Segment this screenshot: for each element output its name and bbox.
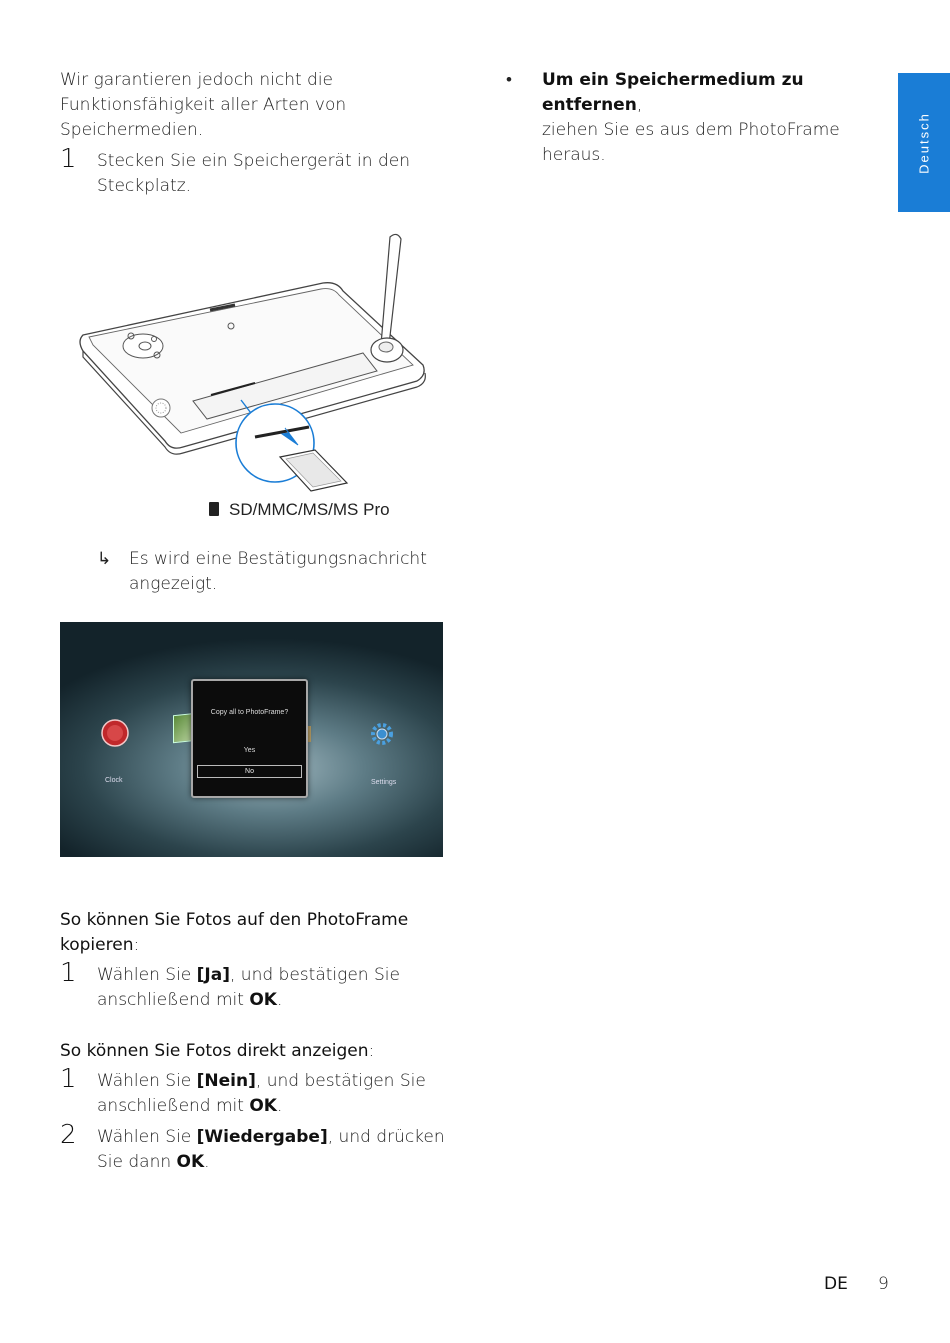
step-number: 1	[60, 144, 77, 174]
step-text-part: Wählen Sie	[97, 1071, 197, 1091]
option-ja: [Ja]	[196, 965, 230, 985]
step-number: 1	[60, 958, 77, 988]
yes-option[interactable]: Yes	[243, 747, 256, 754]
step-text-part: Wählen Sie	[97, 1127, 197, 1147]
step-text-part: Sie dann	[97, 1152, 177, 1172]
result-text	[129, 547, 427, 597]
step-text-part: .	[204, 1152, 210, 1172]
option-nein: [Nein]	[196, 1071, 256, 1091]
result-arrow: ↳	[97, 549, 112, 569]
step-text	[97, 1125, 445, 1175]
step-text-part: Wählen Sie	[97, 965, 197, 985]
heading-line: So können Sie Fotos direkt anzeigen	[60, 1041, 369, 1061]
step-number: 2	[60, 1120, 77, 1150]
remove-media-line: heraus.	[542, 145, 606, 165]
intro-line: Speichermedien.	[60, 120, 204, 140]
step-line: Stecken Sie ein Speichergerät in den	[97, 151, 410, 171]
photoframe-insert-illustration	[75, 225, 435, 495]
bullet: •	[506, 70, 512, 90]
result-line: angezeigt.	[129, 574, 218, 594]
remove-media-line: ziehen Sie es aus dem PhotoFrame	[542, 120, 840, 140]
copy-heading	[60, 908, 408, 958]
heading-line: So können Sie Fotos auf den PhotoFrame	[60, 910, 409, 930]
step-text	[97, 963, 400, 1013]
step-text-part: .	[276, 1096, 283, 1116]
settings-label: Settings	[371, 779, 397, 786]
photoframe-screen	[60, 622, 443, 857]
view-heading	[60, 1039, 374, 1064]
page-number: 9	[878, 1274, 889, 1294]
heading-colon: :	[133, 935, 140, 955]
sd-card-icon	[209, 502, 219, 516]
step-text-part: , und drücken	[327, 1127, 445, 1147]
step-text	[97, 149, 410, 199]
ok-key: OK	[176, 1152, 205, 1172]
step-text-part: .	[276, 990, 283, 1010]
remove-media-text	[542, 68, 882, 168]
ok-key: OK	[249, 990, 277, 1010]
language-label: Deutsch	[916, 111, 932, 174]
step-text-part: anschließend mit	[97, 1096, 250, 1116]
gear-icon	[370, 722, 394, 746]
footer-lang: DE	[824, 1274, 848, 1294]
result-line: Es wird eine Bestätigungsnachricht	[129, 549, 427, 569]
comma: ,	[636, 95, 643, 115]
copy-dialog	[191, 679, 308, 798]
option-wiedergabe: [Wiedergabe]	[196, 1127, 328, 1147]
intro-line: Wir garantieren jedoch nicht die	[60, 70, 334, 90]
heading-line: kopieren	[60, 935, 134, 955]
remove-media-heading: Um ein Speichermedium zu entfernen	[542, 70, 804, 115]
step-line: Steckplatz.	[97, 176, 192, 196]
media-type-caption	[209, 500, 390, 520]
ok-key: OK	[249, 1096, 277, 1116]
language-tab	[898, 73, 950, 212]
heading-colon: :	[368, 1041, 375, 1061]
step-text	[97, 1069, 426, 1119]
intro-text	[60, 68, 346, 143]
no-option[interactable]: No	[197, 765, 302, 778]
media-type-label: SD/MMC/MS/MS Pro	[229, 500, 390, 519]
step-text-part: , und bestätigen Sie	[255, 1071, 426, 1091]
clock-icon	[100, 718, 130, 748]
clock-label: Clock	[105, 777, 123, 784]
step-number: 1	[60, 1064, 77, 1094]
step-text-part: , und bestätigen Sie	[230, 965, 400, 985]
intro-line: Funktionsfähigkeit aller Arten von	[60, 95, 347, 115]
dialog-question: Copy all to PhotoFrame?	[210, 709, 289, 716]
step-text-part: anschließend mit	[97, 990, 250, 1010]
